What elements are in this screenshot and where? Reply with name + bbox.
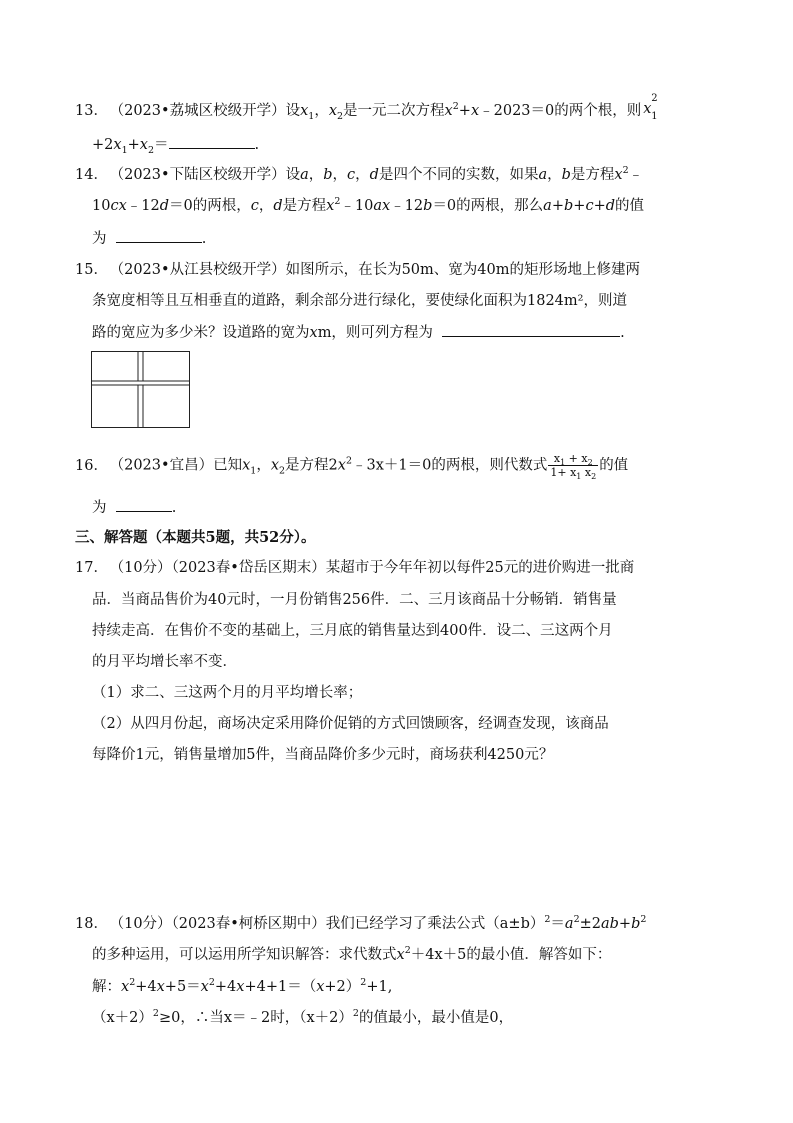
question-18-line-2: 的多种运用，可以运用所学知识解答：求代数式$x^2+4x+5$的最小值．解答如下： [92, 945, 612, 963]
question-source: （2023•荔城区校级开学） [109, 103, 286, 119]
question-14-line-3: 为 . [92, 228, 206, 249]
question-source: （2023春•柯桥区期中） [171, 916, 326, 932]
question-14-line-1: 14． （2023•下陆区校级开学）设a，b，c，d是四个不同的实数，如果a，b是方程$x^2﹣$ [75, 165, 644, 183]
question-15-line-3: 路的宽应为多少米？设道路的宽为xm，则可列方程为 . [92, 322, 625, 343]
question-number: 16． [75, 457, 108, 474]
question-source: （2023•宜昌） [109, 457, 214, 474]
answer-blank[interactable] [442, 322, 620, 337]
question-number: 13． [75, 103, 108, 119]
question-source: （2023•从江县校级开学） [109, 262, 286, 278]
question-source: （2023•下陆区校级开学） [109, 167, 286, 183]
fraction-expression: $\frac{x_1 + x_2}{1+ x_1 x_2}$ [550, 452, 597, 482]
question-17-line-4: 的月平均增长率不变． [92, 654, 237, 670]
road-field-figure [91, 351, 191, 429]
question-15-line-2: 条宽度相等且互相垂直的道路，剩余部分进行绿化，要使绿化面积为1824m²，则道 [92, 293, 627, 309]
answer-blank[interactable] [116, 497, 172, 512]
question-13-line-1: 13． （2023•荔城区校级开学）设$x_1$，$x_2$是一元二次方程$x^2+x﹣2023=0$的两个根，则 x 2 1 [75, 93, 658, 122]
question-17-line-1: 17． （10分）（2023春•岱岳区期末）某超市于今年年初以每件25元的进价购进一批商 [75, 560, 635, 576]
question-17-line-3: 持续走高．在售价不变的基础上，三月底的销售量达到400件．设二、三这两个月 [92, 623, 613, 639]
question-18-solution-line-1: 解：$x^2+4x+5=x^2+4x+4+1=(x+2)^2+1$, [92, 977, 393, 995]
question-score: （10分） [109, 916, 172, 932]
question-17-line-2: 品．当商品售价为40元时，一月份销售256件．二、三月该商品十分畅销．销售量 [92, 592, 617, 608]
question-18-line-1: 18． （10分）（2023春•柯桥区期中）我们已经学习了乘法公式$(a\pm b)^2=a^2\pm 2ab+b^2$ [75, 914, 647, 932]
answer-blank[interactable] [116, 228, 202, 243]
question-14-line-2: 10cx﹣12d＝0的两根，c，d是方程$x^2﹣10ax﹣12b=0$的两根，那么a+b+c+d的值 [92, 196, 645, 214]
question-17-part-2-line-1: （2）从四月份起，商场决定采用降价促销的方式回馈顾客，经调查发现，该商品 [92, 716, 609, 732]
question-13-line-2: $+2x_1+x_2=$ . [92, 134, 259, 155]
question-number: 15． [75, 262, 108, 278]
question-number: 14． [75, 167, 108, 183]
question-17-part-2-line-2: 每降价1元，销售量增加5件，当商品降价多少元时，商场获利4250元？ [92, 747, 554, 763]
answer-blank[interactable] [169, 134, 255, 149]
question-16-line-1: 16． （2023•宜昌）已知$x_1$，$x_2$是方程$2x^2﹣3x+1=0$的两根，则代数式 $\frac{x_1 + x_2}{1+ x_1 x_2}$ 的值 [75, 452, 629, 482]
section-heading: 三、解答题（本题共5题，共52分）。 [75, 529, 316, 546]
question-source: （2023春•岱岳区期末） [171, 560, 326, 576]
question-16-line-2: 为 . [92, 497, 176, 518]
question-18-solution-line-2: $(x+2)^2\ge 0$，∴当x＝﹣2时，$(x+2)^2$的值最小，最小值是0， [92, 1008, 514, 1026]
question-score: （10分） [109, 560, 172, 576]
question-15-line-1: 15． （2023•从江县校级开学）如图所示，在长为50m、宽为40m的矩形场地上修建两 [75, 262, 640, 278]
question-17-part-1: （1）求二、三这两个月的月平均增长率； [92, 685, 363, 701]
question-number: 17． [75, 560, 108, 576]
question-number: 18． [75, 916, 108, 932]
